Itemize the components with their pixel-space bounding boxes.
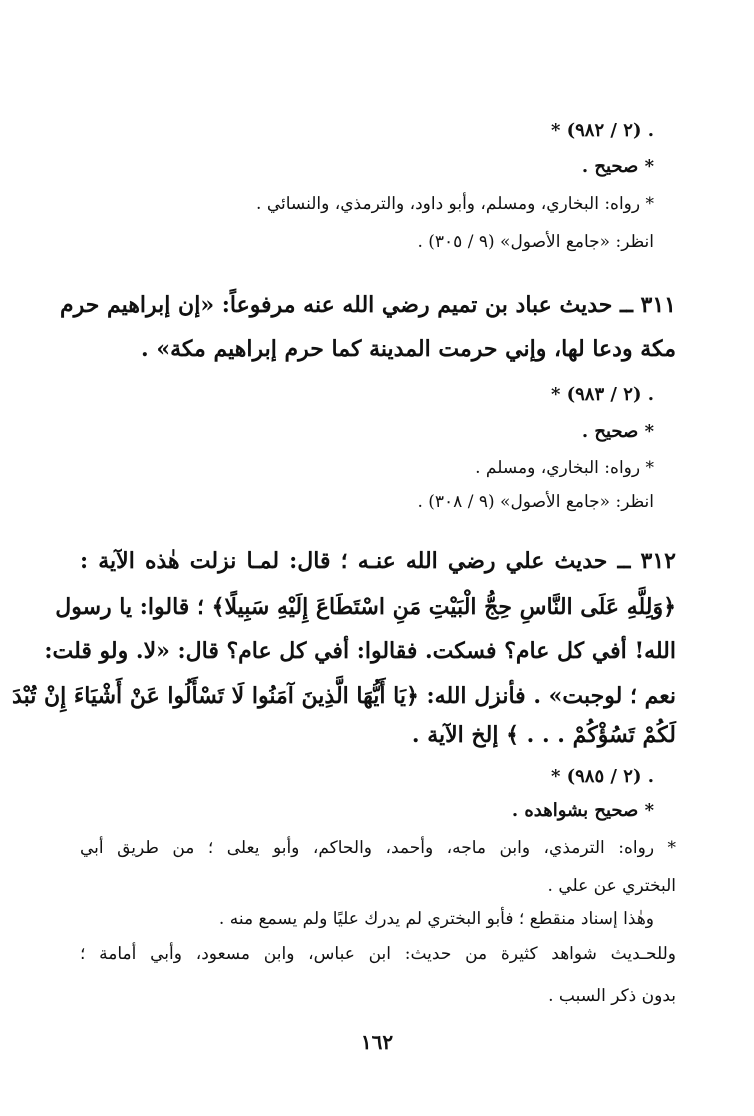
page-number: ١٦٢: [360, 1030, 394, 1054]
hadith-heading-line: ٣١١ ــ حديث عباد بن تميم رضي الله عنه مرفوعاً: «إن إبراهيم حرم: [60, 292, 676, 318]
hadith-heading-line: لَكُمْ تَسُؤْكُمْ . . . ﴾ إلخ الآية .: [411, 722, 676, 748]
hadith-grade-line: * صحيح .: [581, 156, 654, 177]
hadith-heading-line: نعم ؛ لوجبت» . فأنزل الله: ﴿يَا أَيُّهَا الَّذِينَ آمَنُوا لَا تَسْأَلُوا عَنْ أَشْيَاءَ إِنْ تُبْدَ: [12, 683, 676, 709]
commentary-line: بدون ذكر السبب .: [548, 986, 676, 1006]
hadith-source-line: انظر: «جامع الأصول» (٩ / ٣٠٨) .: [417, 492, 654, 512]
hadith-narrators-line: * رواه: البخاري، ومسلم .: [475, 458, 654, 478]
hadith-grade-line: * صحيح .: [581, 421, 654, 442]
hadith-heading-line: الله! أفي كل عام؟ فسكت. فقالوا: أفي كل عام؟ قال: «لا. ولو قلت:: [44, 638, 676, 664]
hadith-source-line: انظر: «جامع الأصول» (٩ / ٣٠٥) .: [417, 232, 654, 252]
commentary-line: وهٰذا إسناد منقطع ؛ فأبو البختري لم يدرك عليًا ولم يسمع منه .: [218, 909, 654, 929]
hadith-heading-line: ﴿وَلِلَّهِ عَلَى النَّاسِ حِجُّ الْبَيْتِ مَنِ اسْتَطَاعَ إِلَيْهِ سَبِيلًا﴾ ؛ قالوا: يا رسول: [55, 594, 676, 620]
hadith-narrators-line: * رواه: البخاري، ومسلم، وأبو داود، والترمذي، والنسائي .: [256, 194, 654, 214]
commentary-line: وللحـديث شواهد كثيرة من حديث: ابن عباس، وابن مسعود، وأبي أمامة ؛: [80, 944, 676, 964]
hadith-reference-line: * (٢ / ٩٨٣) .: [550, 384, 654, 405]
hadith-heading-line: ٣١٢ ــ حديث علي رضي الله عنـه ؛ قال: لمـا نزلت هٰذه الآية :: [80, 548, 676, 574]
hadith-heading-line: مكة ودعا لها، وإني حرمت المدينة كما حرم إبراهيم مكة» .: [141, 336, 676, 362]
hadith-reference-line: * (٢ / ٩٨٢) .: [550, 120, 654, 141]
hadith-reference-line: * (٢ / ٩٨٥) .: [550, 766, 654, 787]
hadith-grade-line: * صحيح بشواهده .: [511, 800, 654, 821]
hadith-narrators-line: البختري عن علي .: [547, 876, 676, 896]
hadith-narrators-line: * رواه: الترمذي، وابن ماجه، وأحمد، والحاكم، وأبو يعلى ؛ من طريق أبي: [80, 838, 676, 858]
